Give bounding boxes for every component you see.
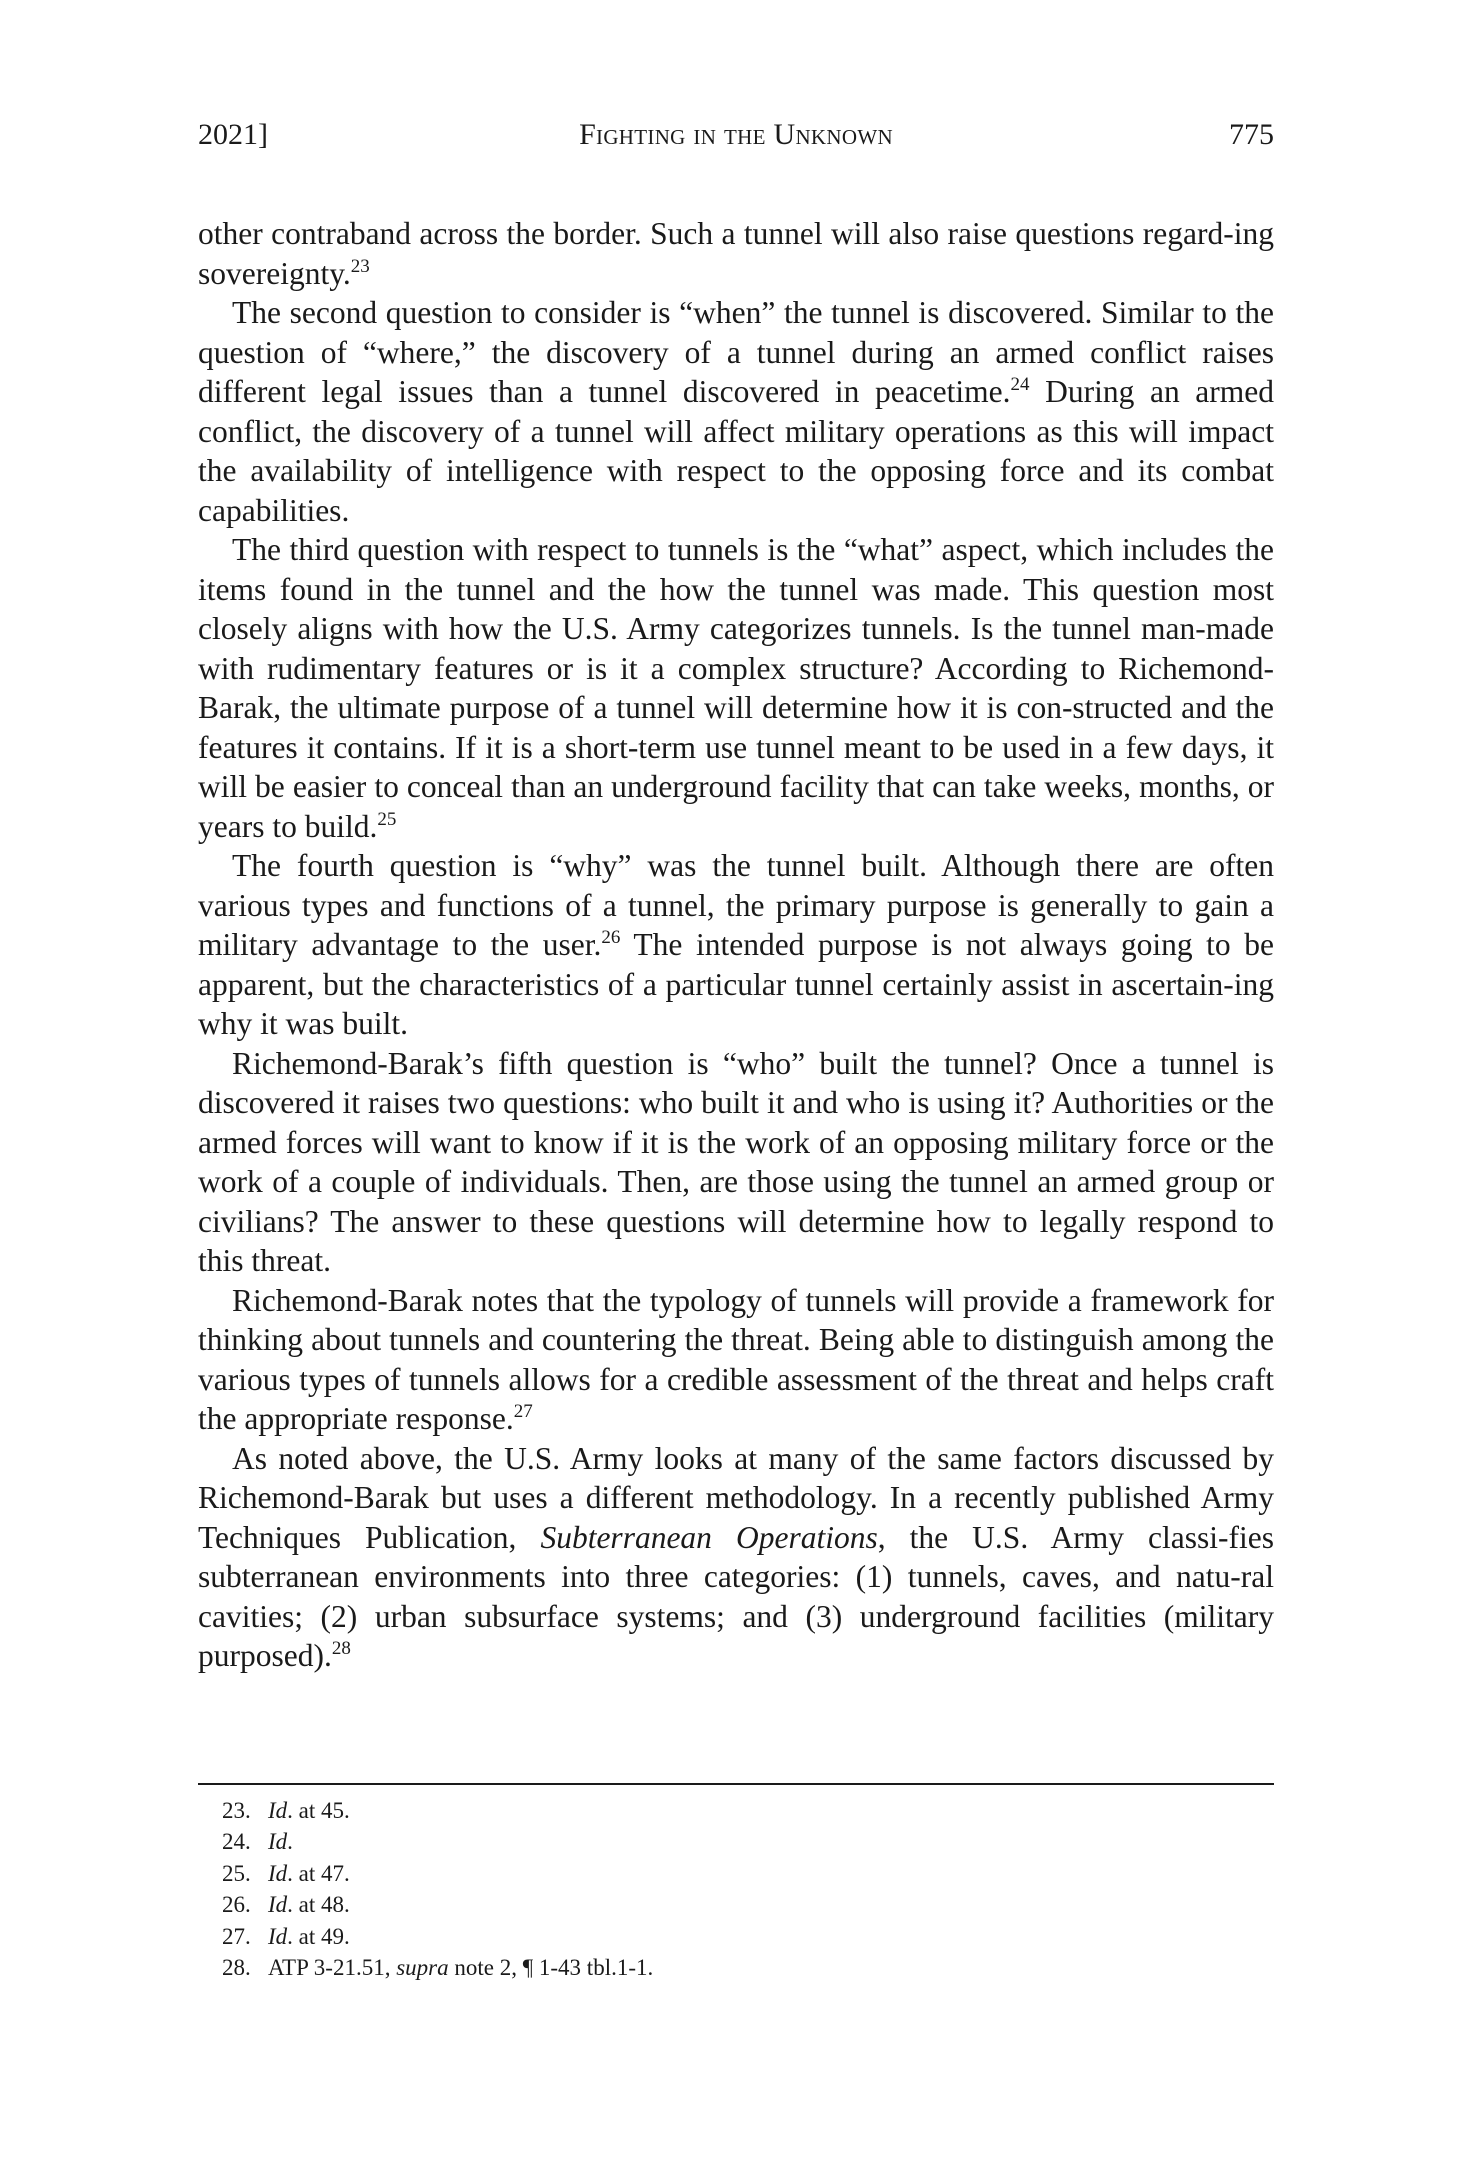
page-number: 775 xyxy=(1229,118,1274,151)
text-run: . at 45. xyxy=(287,1798,350,1823)
footnote-ref: 27 xyxy=(513,1401,533,1422)
text-run: ATP 3-21.51, xyxy=(268,1955,397,1981)
italic-text: Id xyxy=(268,1892,288,1918)
text-run: note 2, ¶ 1-43 tbl.1-1. xyxy=(448,1955,654,1981)
running-header xyxy=(198,118,1274,158)
footnote xyxy=(198,1952,1274,1983)
footnote-number: 25. xyxy=(222,1860,251,1886)
footnote-number: 24. xyxy=(222,1829,251,1855)
text-run: The second question to consider is “when” the tunnel is discovered. Similar to the question of “where,” the discovery of a tunnel during an armed conflict raises different legal issues than a tunnel discovered in peacetime. xyxy=(198,295,1274,409)
text-run: The fourth question is “why” was the tunnel built. Although there are often various types and functions of a tunnel, the primary purpose is generally to gain a military advantage to the user. xyxy=(198,848,1274,962)
paragraph xyxy=(198,1044,1274,1281)
footnote-divider xyxy=(198,1783,1274,1785)
italic-text: Id xyxy=(268,1798,288,1823)
text-run: other contraband across the border. Such a tunnel will also raise questions regard-ing sovereignty. xyxy=(198,216,1274,291)
text-run: Richemond-Barak’s fifth question is “who” built the tunnel? Once a tunnel is discovered it raises two questions: who built it and who is using it? Authorities or the armed forces will want to know if it is the work of an opposing military force or the work of a couple of individuals. Then, are those using the tunnel an armed group or civilians? The answer to these questions will determine how to legally respond to this threat. xyxy=(198,1045,1274,1278)
paragraph xyxy=(198,1281,1274,1439)
italic-text: supra xyxy=(396,1955,449,1981)
footnote xyxy=(198,1889,1274,1920)
paragraph xyxy=(198,293,1274,530)
text-run: The intended purpose is not always going to be apparent, but the characteristics of a particular tunnel certainly assist in ascertain-ing why it was built. xyxy=(198,927,1274,1041)
footnote-ref: 25 xyxy=(377,808,397,830)
footnote xyxy=(198,1795,1274,1826)
paragraph xyxy=(198,530,1274,846)
header-running-title: Fighting in the Unknown xyxy=(579,118,893,151)
header-year: 2021] xyxy=(198,118,268,151)
text-run: Richemond-Barak notes that the typology of tunnels will provide a framework for thinking about tunnels and countering the threat. Being able to distinguish among the various types of tunnels allows for a credible assessment of the threat and helps craft the appropriate response. xyxy=(198,1282,1274,1436)
paragraph xyxy=(198,1439,1274,1676)
text-run: As noted above, the U.S. Army looks at many of the same factors discussed by Richemond-Barak but uses a different methodology. In a recently published Army Techniques Publication, xyxy=(198,1440,1274,1555)
body-text xyxy=(198,214,1274,1676)
footnote-ref: 23 xyxy=(350,255,370,277)
footnote-number: 26. xyxy=(222,1892,251,1918)
italic-text: Id xyxy=(268,1860,288,1886)
italic-text: Id xyxy=(268,1829,288,1855)
footnote-ref: 24 xyxy=(1010,374,1030,395)
footnote xyxy=(198,1858,1274,1889)
text-run: The third question with respect to tunnels is the “what” aspect, which includes the items found in the tunnel and the how the tunnel was made. This question most closely aligns with how the U.S. Army categorizes tunnels. Is the tunnel man-made with rudimentary features or is it a complex structure? According to Richemond-Barak, the ultimate purpose of a tunnel will determine how it is con-structed and the features it contains. If it is a short-term use tunnel meant to be used in a few days, it will be easier to conceal than an underground facility that can take weeks, months, or years to build. xyxy=(198,532,1274,844)
footnote-number: 27. xyxy=(222,1923,251,1949)
footnote-ref: 28 xyxy=(331,1638,351,1659)
text-run: . at 48. xyxy=(287,1892,350,1918)
footnote xyxy=(198,1826,1274,1857)
italic-text: Id xyxy=(268,1923,288,1949)
text-run: , the U.S. Army classi-fies subterranean environments into three categories: (1) tunnels, caves, and natu-ral cavities; (2) urban subsurface systems; and (3) underground facilities (military purposed). xyxy=(198,1519,1274,1673)
text-run: . at 49. xyxy=(287,1923,350,1949)
italic-text: Subterranean Operations xyxy=(540,1519,878,1555)
footnote-number: 23. xyxy=(222,1798,251,1823)
text-run: . xyxy=(287,1829,293,1855)
footnote xyxy=(198,1921,1274,1952)
paragraph xyxy=(198,846,1274,1044)
footnote-number: 28. xyxy=(222,1955,251,1981)
paragraph xyxy=(198,214,1274,293)
footnote-ref: 26 xyxy=(601,927,621,948)
text-run: . at 47. xyxy=(287,1860,350,1886)
text-run: During an armed conflict, the discovery of a tunnel will affect military operations as this will impact the availability of intelligence with respect to the opposing force and its combat capabilities. xyxy=(198,374,1274,528)
footnotes xyxy=(198,1795,1274,1983)
